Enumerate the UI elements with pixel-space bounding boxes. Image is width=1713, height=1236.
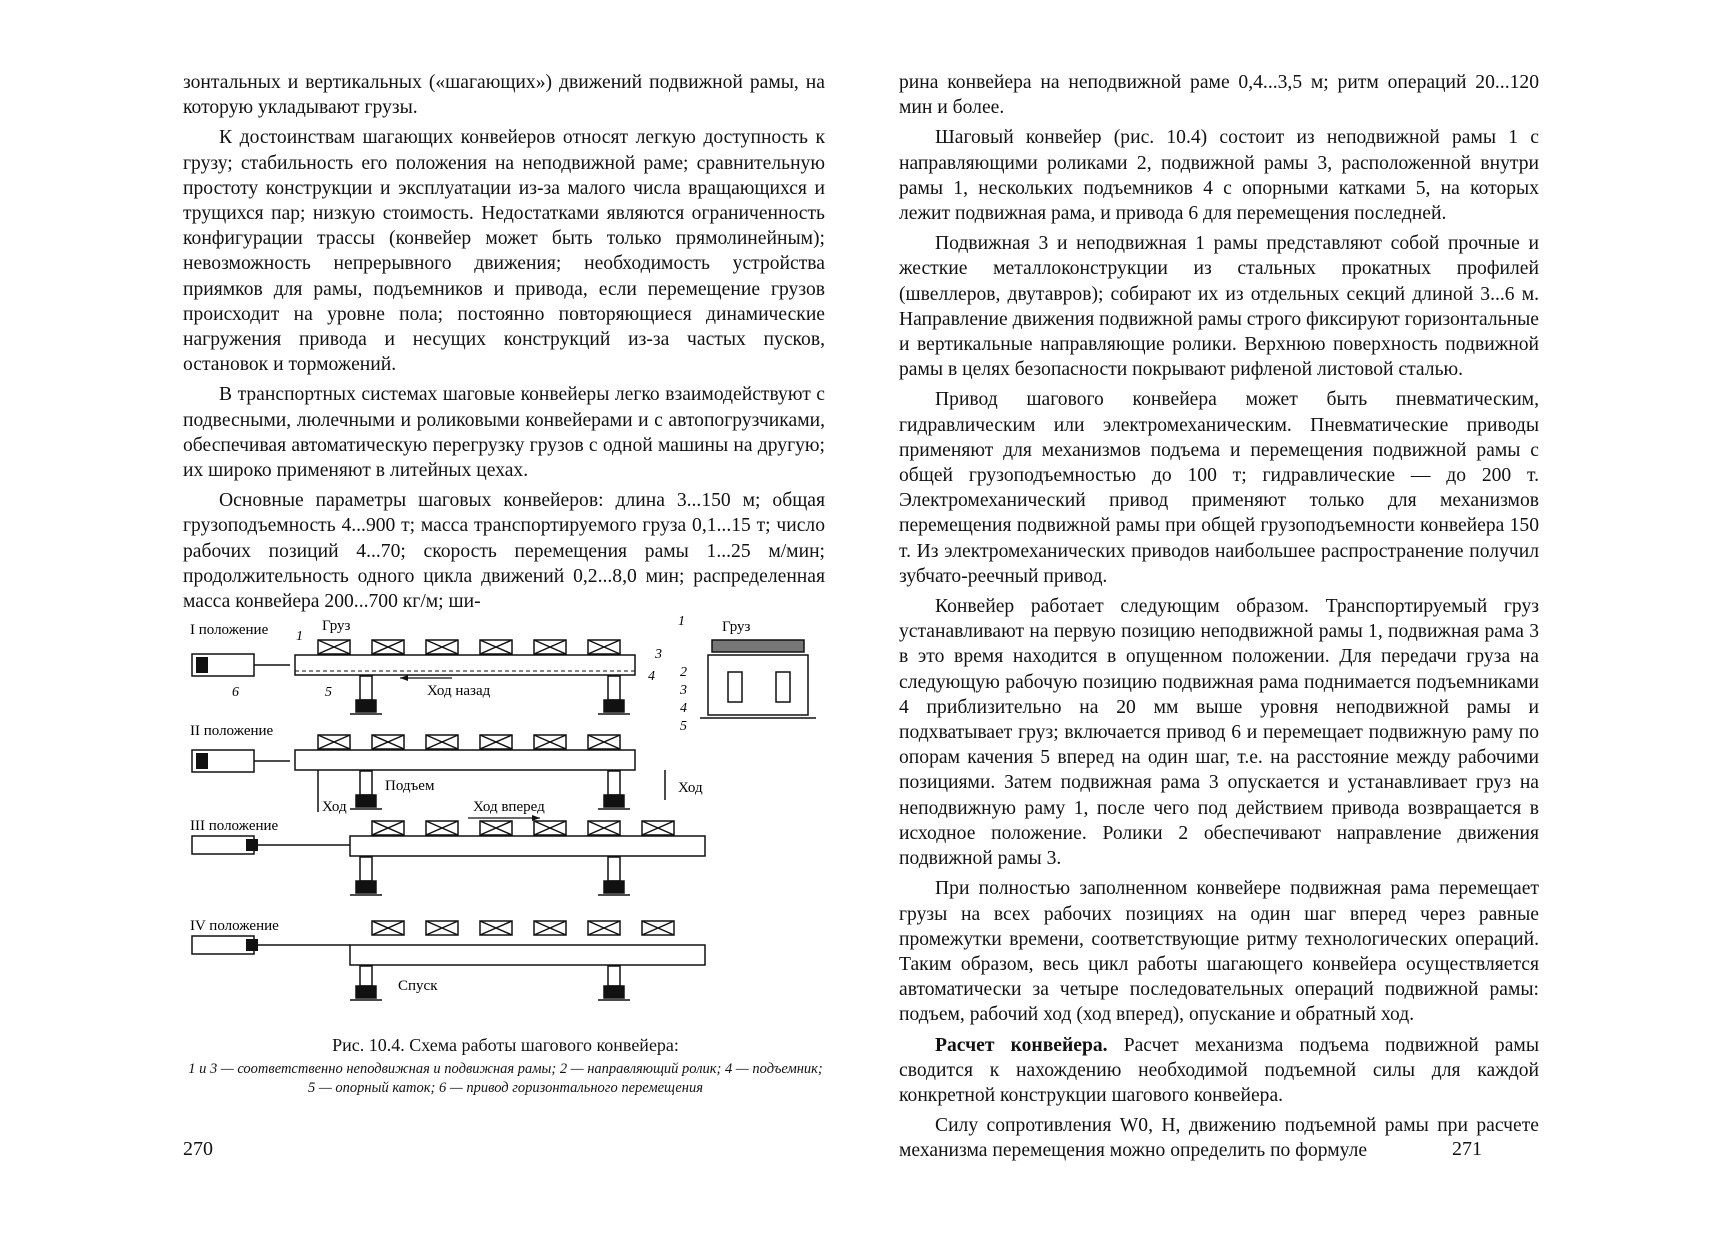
label-3: 3 — [655, 647, 662, 662]
calc-text: Расчет механизма подъема подвижной рамы сводится к нахождению необходимой подъемной силы для каждой конкретной конструкции шагового конвейера. — [899, 1034, 1539, 1106]
back-stroke-label: Ход назад — [427, 683, 491, 699]
page-number-left: 270 — [183, 1138, 213, 1160]
paragraph: При полностью заполненном конвейере подвижная рама перемещает грузы на всех рабочих позициях на один шаг вперед через равные промежутки времени, соответствующие ритму технологических операций. Таким образом, весь цикл работы шагающего конвейера осуществляется автоматически за четыре последовательных операций подвижной рамы: подъем, рабочий ход (ход вперед), опускание и обратный ход. — [899, 878, 1539, 1026]
label-4: 4 — [648, 669, 655, 684]
position-4-label: IV положение — [190, 918, 279, 934]
stroke-left-label: Ход — [322, 799, 347, 815]
calc-paragraph — [899, 1033, 1539, 1109]
position-3-label: III положение — [190, 818, 279, 834]
label-3b: 3 — [680, 683, 687, 698]
right-text-column — [899, 70, 1539, 1169]
paragraph: Основные параметры шаговых конвейеров: длина 3...150 м; общая грузоподъемность 4...900 т; масса транспортируемого груза 0,1...15 т; число рабочих позиций 4...70; скорость перемещения рамы 1...25 м/мин; продолжительность одного цикла движений 0,2...8,0 мин; распределенная масса конвейера 200...700 кг/м; ши- — [183, 490, 825, 613]
paragraph: Подвижная 3 и неподвижная 1 рамы представляют собой прочные и жесткие металлоконструкции из стальных прокатных профилей (швеллеров, двутавров); собирают их из отдельных секций длиной 3...6 м. Направление движения подвижной рамы строго фиксируют горизонтальные и вертикальные направляющие ролики. Верхнюю поверхность подвижной рамы в целях безопасности покрывают рифленой листовой сталью. — [899, 233, 1539, 381]
paragraph: Шаговый конвейер (рис. 10.4) состоит из неподвижной рамы 1 с направляющими роликами 2, подвижной рамы 3, расположенной внутри рамы 1, нескольких подъемников 4 с опорными катками 5, на которых лежит подвижная рама, и привода 6 для перемещения последней. — [899, 127, 1539, 225]
paragraph: Силу сопротивления W0, Н, движению подъемной рамы при расчете механизма перемещения можно определить по формуле — [899, 1115, 1539, 1162]
label-1: 1 — [296, 629, 303, 644]
conveyor-diagram — [183, 612, 828, 1032]
paragraph: Привод шагового конвейера может быть пневматическим, гидравлическим или электромеханическим. Пневматические приводы применяют для механизмов подъема и перемещения подвижной рамы с общей грузоподъемностью до 100 т; гидравлические — до 200 т. Электромеханический привод применяют только для механизмов перемещения подвижной рамы при общей грузоподъемности конвейера 150 т. Из электромеханических приводов наибольшее распространение получил зубчато-реечный привод. — [899, 389, 1539, 587]
paragraph: зонтальных и вертикальных («шагающих») движений подвижной рамы, на которую укладывают грузы. — [183, 72, 825, 119]
lower-label: Спуск — [398, 978, 438, 994]
paragraph: рина конвейера на неподвижной раме 0,4...3,5 м; ритм операций 20...120 мин и более. — [899, 72, 1539, 119]
lift-label: Подъем — [385, 778, 435, 794]
cargo-label: Груз — [322, 618, 351, 634]
paragraph: Конвейер работает следующим образом. Транспортируемый груз устанавливают на первую позицию неподвижной рамы 1, подвижная рама 3 в это время находится в опущенном положении. Для передачи груза на следующую рабочую позицию подвижная рама поднимается подъемниками 4 приблизительно на 20 мм выше уровня неподвижной рамы и подхватывает груз; включается привод 6 и перемещает подвижную раму по опорам качения 5 вперед на один шаг, т.е. на расстояние между рабочими позициями. Затем подвижная рама 3 опускается и устанавливает груз на неподвижную раму 1, после чего под действием привода возвращается в исходное положение. Ролики 2 обеспечивают направление движения подвижной рамы 3. — [899, 596, 1539, 870]
left-text-column — [183, 70, 825, 619]
paragraph: К достоинствам шагающих конвейеров относят легкую доступность к грузу; стабильность его положения на неподвижной раме; сравнительную простоту конструкции и эксплуатации из-за малого числа вращающихся и трущихся пар; низкую стоимость. Недостатками являются ограниченность конфигурации трассы (конвейер может быть только прямолинейным); невозможность непрерывного движения; необходимость устройства приямков для рамы, подъемников и привода, если перемещение грузов происходит на уровне пола; постоянно повторяющиеся динамические нагружения привода и несущих конструкций из-за частых пусков, остановок и торможений. — [183, 127, 825, 376]
cargo-section-label: Груз — [722, 619, 751, 635]
label-4b: 4 — [680, 701, 687, 716]
forward-stroke-label: Ход вперед — [473, 799, 545, 815]
label-5b: 5 — [680, 719, 687, 734]
label-5: 5 — [325, 685, 332, 700]
label-2: 2 — [680, 665, 687, 680]
figure-conveyor-scheme — [183, 612, 828, 1037]
label-1b: 1 — [678, 614, 685, 629]
position-1-label: I положение — [190, 622, 269, 638]
paragraph: В транспортных системах шаговые конвейеры легко взаимодействуют с подвесными, люлечными и роликовыми конвейерами и с автопогрузчиками, обеспечивая автоматическую перегрузку грузов с одной машины на другую; их широко применяют в литейных цехах. — [183, 384, 825, 482]
right-page — [856, 0, 1713, 1236]
position-2-label: II положение — [190, 723, 274, 739]
calc-heading: Расчет конвейера. — [935, 1034, 1108, 1056]
label-6: 6 — [232, 685, 239, 700]
stroke-right-label: Ход — [678, 780, 703, 796]
figure-legend: 1 и 3 — соответственно неподвижная и подвижная рамы; 2 — направляющий ролик; 4 — подъемник; 5 — опорный каток; 6 — привод горизонтального перемещения — [188, 1061, 823, 1096]
figure-caption: Рис. 10.4. Схема работы шагового конвейера: — [332, 1035, 679, 1055]
left-page — [0, 0, 856, 1236]
page-number-right: 271 — [1452, 1138, 1482, 1160]
